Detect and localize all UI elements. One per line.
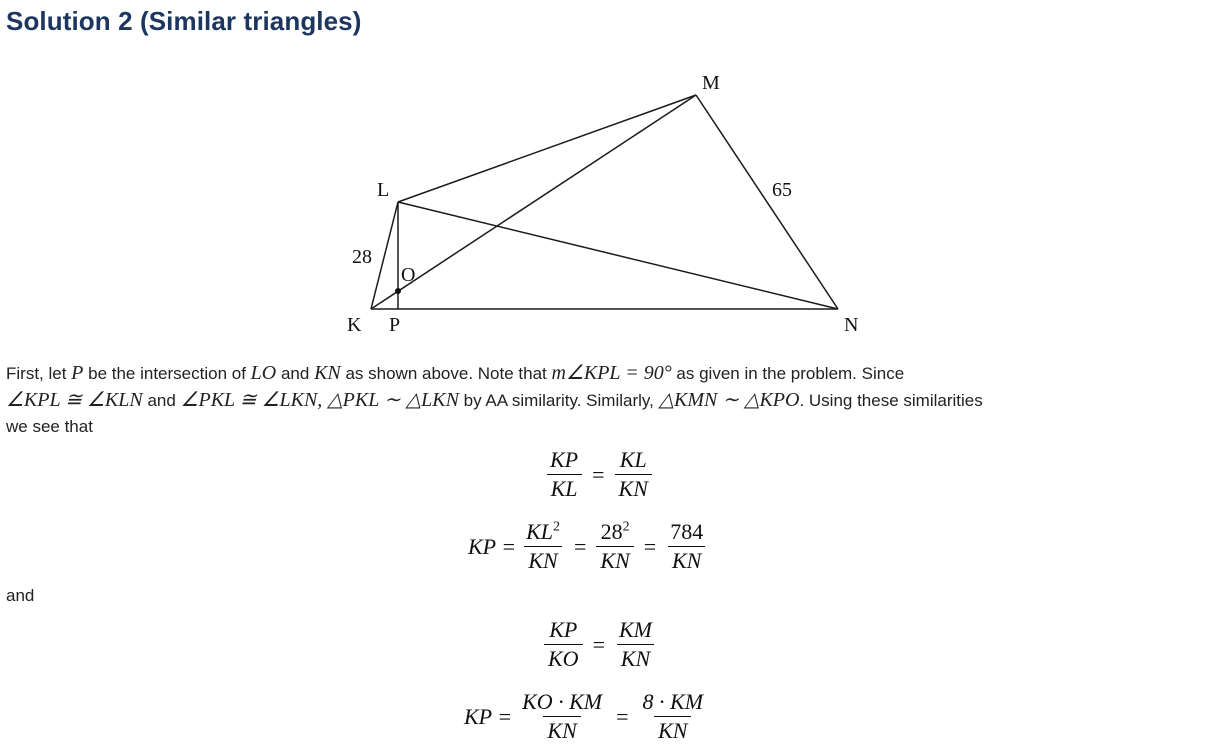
point-o xyxy=(395,288,401,294)
length-kl: 28 xyxy=(352,246,372,268)
label-k: K xyxy=(347,314,362,336)
equation-kp-1: KP = $\frac{KL^2}{KN}$ = $\frac{28^2}{KN}$ = $\frac{784}{KN}$ xyxy=(468,518,713,575)
segment-lm xyxy=(398,95,696,202)
segment-kl xyxy=(371,202,398,309)
length-mn: 65 xyxy=(772,179,792,201)
segment-mn xyxy=(696,95,838,309)
label-p: P xyxy=(389,314,401,336)
label-o: O xyxy=(401,264,416,286)
equation-ratio-1: $\frac{KP}{KL}$ = $\frac{KL}{KN}$ xyxy=(540,446,658,503)
equation-ratio-2: $\frac{KP}{KO}$ = $\frac{KM}{KN}$ xyxy=(538,616,662,673)
segment-ln xyxy=(398,202,838,309)
paragraph-intro: First, let P be the intersection of LO and KN as shown above. Note that m∠KPL = 90° as given in the problem. Since ∠KPL ≅ ∠KLN and ∠PKL ≅ ∠LKN, △PKL ∼ △LKN by AA similarity. Similarly, △KMN ∼ △KPO. Using these similarities we see that xyxy=(6,362,983,436)
label-l: L xyxy=(377,179,390,201)
label-m: M xyxy=(702,72,720,94)
segment-km xyxy=(371,95,696,309)
label-n: N xyxy=(844,314,859,336)
and-text: and xyxy=(6,586,35,605)
triangle-figure xyxy=(0,0,1212,345)
equation-kp-2: KP = $\frac{KO \cdot KM}{KN}$ = $\frac{8 \cdot KM}{KN}$ xyxy=(464,689,704,743)
solution-heading: Solution 2 (Similar triangles) xyxy=(6,6,362,36)
